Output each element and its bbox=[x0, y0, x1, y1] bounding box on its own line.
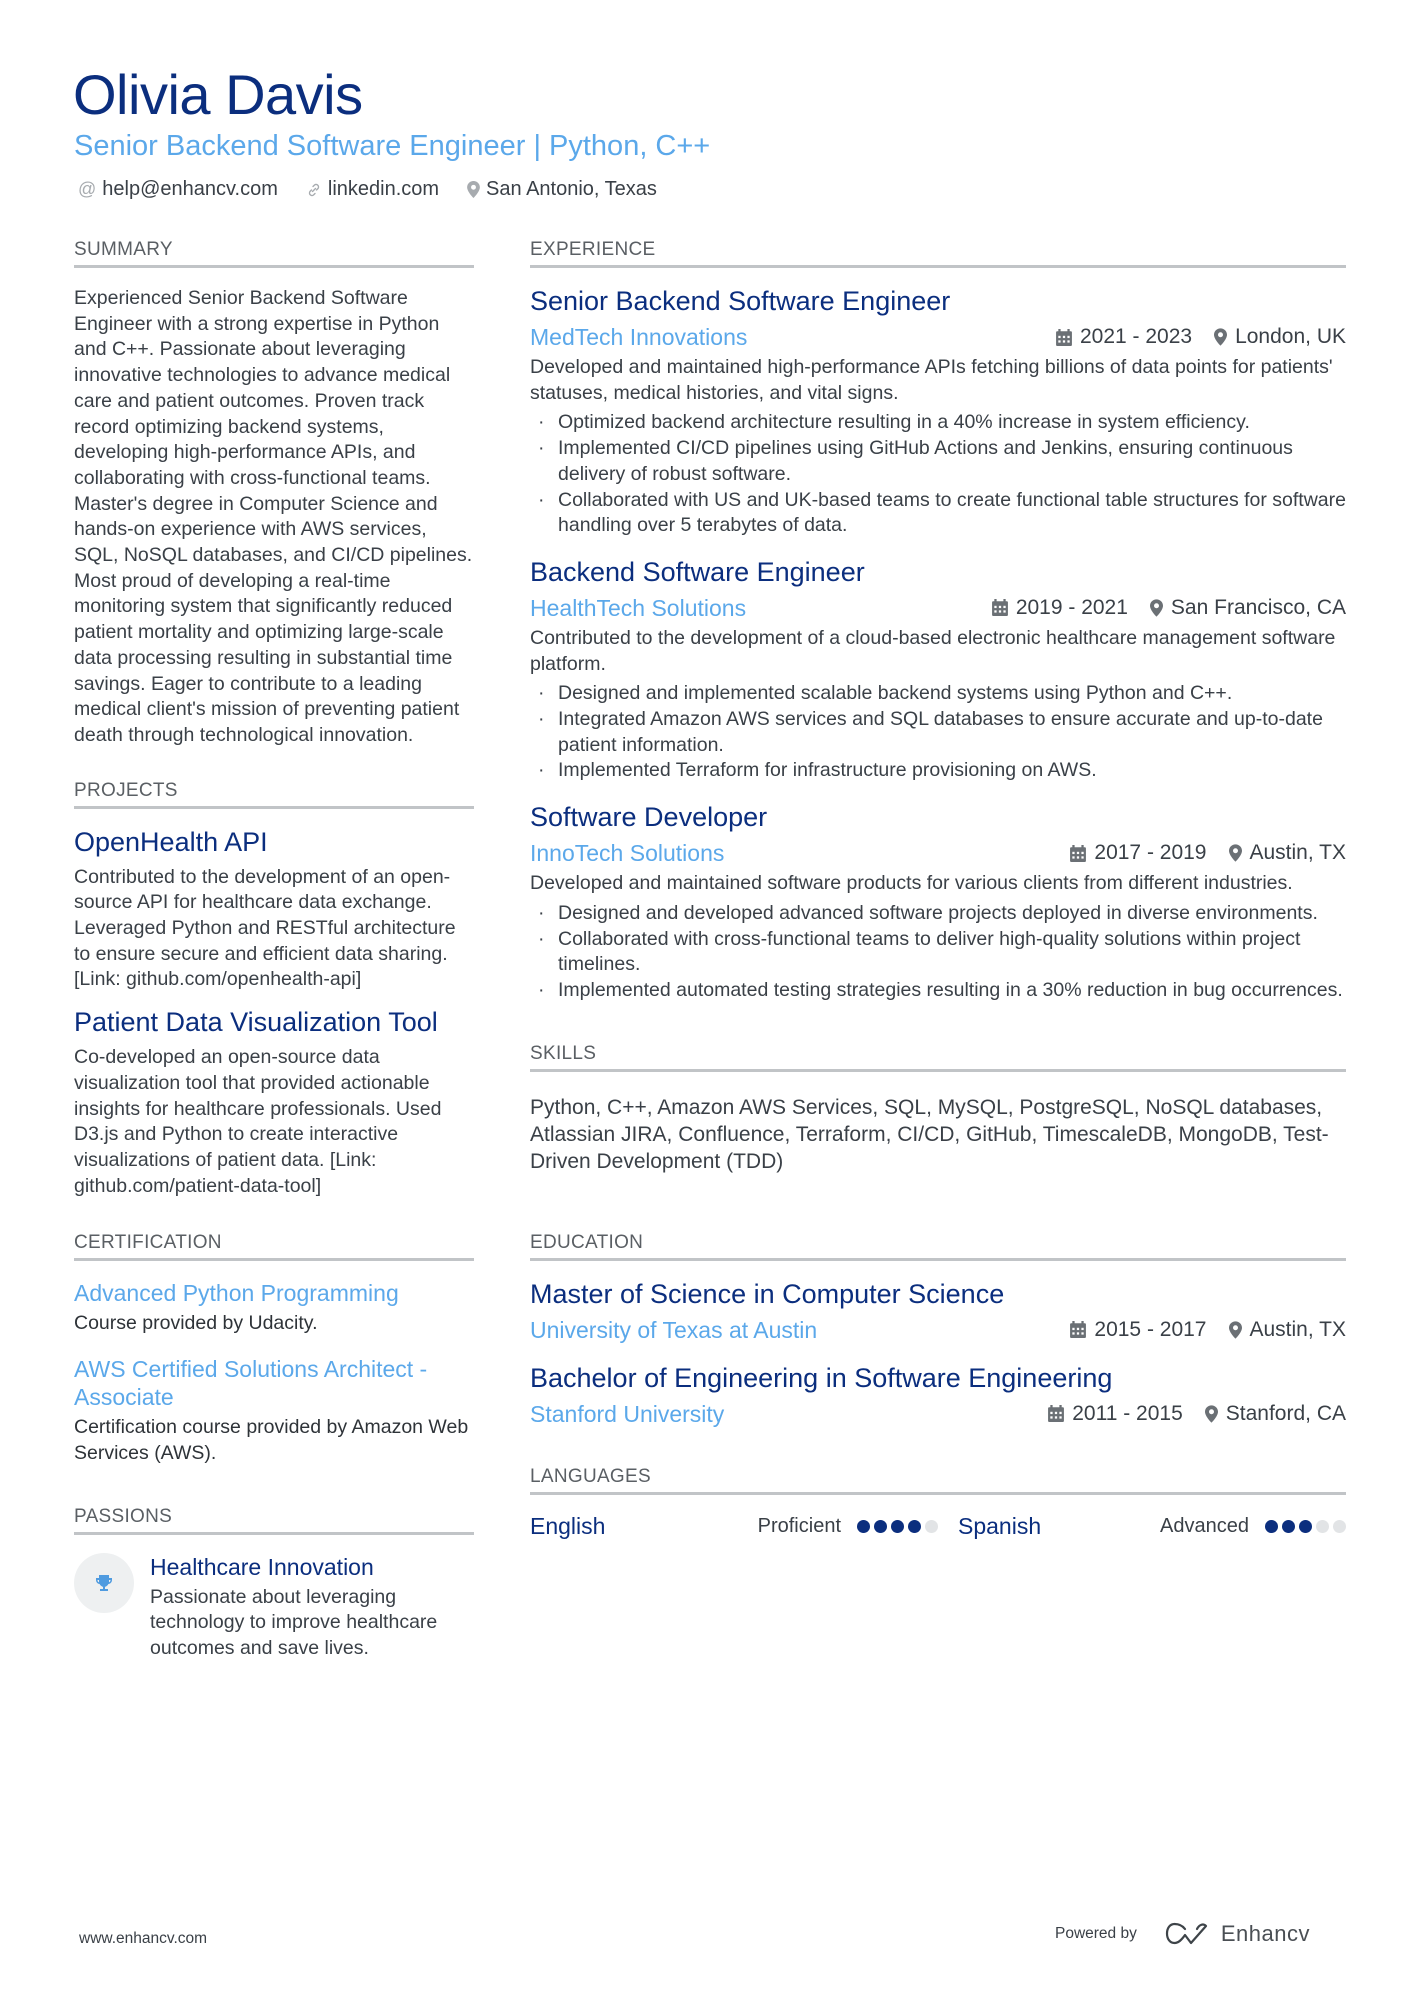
right-column bbox=[530, 238, 1346, 1540]
school-name: Stanford University bbox=[530, 1400, 725, 1427]
contact-email-text: help@enhancv.com bbox=[102, 178, 278, 200]
dot-filled bbox=[1299, 1520, 1312, 1533]
at-icon: @ bbox=[78, 179, 97, 199]
language-name: Spanish bbox=[958, 1512, 1042, 1539]
company-name: MedTech Innovations bbox=[530, 324, 748, 350]
enhancv-brand-text: Enhancv bbox=[1220, 1921, 1310, 1946]
dot-filled bbox=[874, 1520, 887, 1533]
contact-bar bbox=[78, 178, 657, 201]
job-location: Austin, TX bbox=[1249, 841, 1346, 865]
language-level: Proficient bbox=[757, 1514, 841, 1537]
company-name: HealthTech Solutions bbox=[530, 594, 747, 621]
job-title: Senior Backend Software Engineer bbox=[530, 286, 951, 316]
section-divider bbox=[74, 265, 474, 268]
certification-title: Advanced Python Programming bbox=[74, 1280, 399, 1307]
education-dates: 2011 - 2015 bbox=[1072, 1401, 1183, 1425]
section-heading: PROJECTS bbox=[74, 779, 178, 801]
skills-section bbox=[530, 1042, 1346, 1175]
section-divider bbox=[74, 806, 474, 809]
experience-item bbox=[530, 800, 1346, 1004]
job-dates: 2019 - 2021 bbox=[1015, 595, 1128, 619]
job-bullets bbox=[530, 410, 1346, 539]
job-meta bbox=[530, 322, 1346, 352]
passion-title: Healthcare Innovation bbox=[150, 1553, 374, 1580]
project-description: Contributed to the development of an open-source API for healthcare data exchange. Leveraged Python and RESTful architecture to ensure secure and efficient data sharing. [Link: github.com/openhealth-api] bbox=[74, 865, 456, 991]
summary-text: Experienced Senior Backend Software Engineer with a strong expertise in Python and C++. Passionate about leveraging innovative technologies to advance medical care and patient outcomes. Proven track record optimizing backend systems, developing high-performance APIs, and collaborating with cross-functional teams. Master's degree in Computer Science and hands-on experience with AWS services, SQL, NoSQL databases, and CI/CD pipelines. Most proud of developing a real-time monitoring system that significantly reduced patient mortality and optimizing large-scale data processing resulting in substantial time savings. Eager to contribute to a leading medical client's mission of preventing patient death through technological innovation. bbox=[74, 287, 473, 746]
project-item bbox=[74, 1005, 474, 1199]
job-bullets bbox=[530, 901, 1346, 1004]
company-name: InnoTech Solutions bbox=[530, 840, 725, 867]
job-location: San Francisco, CA bbox=[1170, 595, 1346, 619]
degree-title: Bachelor of Engineering in Software Engineering bbox=[530, 1362, 1113, 1393]
candidate-title: Senior Backend Software Engineer | Python, C++ bbox=[74, 130, 711, 162]
calendar-icon bbox=[1056, 329, 1072, 346]
section-divider bbox=[530, 1492, 1346, 1495]
project-title: Patient Data Visualization Tool bbox=[74, 1007, 438, 1038]
passions-section bbox=[74, 1505, 474, 1662]
location-pin-icon bbox=[467, 181, 480, 198]
project-item bbox=[74, 825, 474, 994]
bullet-item: · Optimized backend architecture resulting in a 40% increase in system efficiency. bbox=[530, 410, 1346, 436]
education-meta bbox=[530, 1399, 1346, 1429]
bullet-item: · Designed and developed advanced software projects deployed in diverse environments. bbox=[530, 901, 1346, 927]
bullet-item: · Implemented automated testing strategies resulting in a 30% reduction in bug occurrences. bbox=[530, 978, 1346, 1004]
contact-linkedin-text: linkedin.com bbox=[327, 178, 440, 200]
certification-description: Certification course provided by Amazon Web Services (AWS). bbox=[74, 1416, 469, 1464]
section-divider bbox=[74, 1258, 474, 1261]
proficiency-dots bbox=[1265, 1520, 1346, 1533]
dot-filled bbox=[857, 1520, 870, 1533]
language-item bbox=[958, 1513, 1346, 1540]
link-icon bbox=[306, 182, 322, 198]
job-title: Backend Software Engineer bbox=[530, 556, 865, 587]
job-title: Software Developer bbox=[530, 802, 768, 833]
job-description: Developed and maintained software products for various clients from different industries. bbox=[530, 872, 1293, 895]
bullet-item: · Implemented CI/CD pipelines using GitHub Actions and Jenkins, ensuring continuous delivery of robust software. bbox=[530, 436, 1346, 487]
education-location: Stanford, CA bbox=[1225, 1401, 1346, 1425]
trophy-icon bbox=[74, 1553, 134, 1613]
degree-title: Master of Science in Computer Science bbox=[530, 1278, 1005, 1309]
powered-by-label: Powered by bbox=[1055, 1925, 1137, 1942]
left-column bbox=[74, 238, 474, 1662]
proficiency-dots bbox=[857, 1520, 938, 1533]
contact-email[interactable] bbox=[78, 178, 278, 201]
certification-item bbox=[74, 1279, 474, 1337]
job-description: Developed and maintained high-performance APIs fetching billions of data points for patients' statuses, medical histories, and vital signs. bbox=[530, 356, 1333, 404]
footer-website[interactable]: www.enhancv.com bbox=[79, 1930, 208, 1947]
skills-text: Python, C++, Amazon AWS Services, SQL, MySQL, PostgreSQL, NoSQL databases, Atlassian JIRA, Confluence, Terraform, CI/CD, GitHub, TimescaleDB, MongoDB, Test-Driven Development (TDD) bbox=[530, 1095, 1329, 1173]
education-location: Austin, TX bbox=[1249, 1317, 1346, 1341]
calendar-icon bbox=[1070, 1321, 1086, 1338]
calendar-icon bbox=[1048, 1405, 1064, 1422]
job-meta bbox=[530, 838, 1346, 868]
language-item bbox=[530, 1513, 938, 1540]
certification-title: AWS Certified Solutions Architect - Associate bbox=[74, 1356, 428, 1411]
education-item bbox=[530, 1277, 1346, 1345]
bullet-item: · Implemented Terraform for infrastructure provisioning on AWS. bbox=[530, 758, 1346, 784]
section-heading: EDUCATION bbox=[530, 1231, 644, 1253]
certification-section bbox=[74, 1231, 474, 1466]
job-location: London, UK bbox=[1235, 325, 1346, 348]
language-name: English bbox=[530, 1512, 606, 1539]
experience-item bbox=[530, 555, 1346, 784]
location-pin-icon bbox=[1150, 599, 1163, 617]
enhancv-logo-icon bbox=[1165, 1922, 1211, 1946]
job-dates: 2021 - 2023 bbox=[1079, 325, 1193, 348]
passion-item bbox=[74, 1553, 474, 1662]
dot-empty bbox=[1333, 1520, 1346, 1533]
candidate-name: Olivia Davis bbox=[73, 63, 363, 126]
job-description: Contributed to the development of a cloud-based electronic healthcare management software platform. bbox=[530, 626, 1336, 675]
location-pin-icon bbox=[1229, 1321, 1242, 1339]
contact-location-text: San Antonio, Texas bbox=[486, 178, 657, 200]
section-divider bbox=[530, 1069, 1346, 1072]
contact-linkedin[interactable] bbox=[306, 178, 439, 201]
languages-section bbox=[530, 1465, 1346, 1540]
bullet-item: · Designed and implemented scalable backend systems using Python and C++. bbox=[530, 681, 1346, 707]
bullet-item: · Integrated Amazon AWS services and SQL databases to ensure accurate and up-to-date patient information. bbox=[530, 707, 1346, 758]
job-dates: 2017 - 2019 bbox=[1094, 841, 1207, 865]
education-section bbox=[530, 1231, 1346, 1429]
location-pin-icon bbox=[1229, 844, 1242, 862]
calendar-icon bbox=[1070, 845, 1086, 862]
location-pin-icon bbox=[1205, 1405, 1218, 1423]
dot-filled bbox=[891, 1520, 904, 1533]
dot-empty bbox=[925, 1520, 938, 1533]
project-title: OpenHealth API bbox=[74, 826, 268, 857]
language-level: Advanced bbox=[1160, 1514, 1249, 1537]
section-heading: PASSIONS bbox=[74, 1505, 173, 1527]
section-heading: SKILLS bbox=[530, 1042, 597, 1064]
experience-item bbox=[530, 284, 1346, 539]
dot-filled bbox=[908, 1520, 921, 1533]
section-heading: EXPERIENCE bbox=[530, 239, 656, 260]
education-meta bbox=[530, 1315, 1346, 1345]
dot-empty bbox=[1316, 1520, 1329, 1533]
dot-filled bbox=[1265, 1520, 1278, 1533]
calendar-icon bbox=[992, 599, 1008, 616]
section-heading: LANGUAGES bbox=[530, 1465, 651, 1487]
passion-body bbox=[150, 1553, 474, 1662]
section-heading: SUMMARY bbox=[74, 239, 173, 260]
footer-branding bbox=[1055, 1921, 1310, 1947]
project-description: Co-developed an open-source data visualization tool that provided actionable insights for healthcare professionals. Used D3.js and Python to create interactive visualizations of patient data. [Link: github.com/patient-data-tool] bbox=[74, 1046, 442, 1197]
passion-description: Passionate about leveraging technology to improve healthcare outcomes and save lives. bbox=[150, 1585, 438, 1659]
location-pin-icon bbox=[1214, 328, 1227, 346]
job-meta bbox=[530, 593, 1346, 623]
certification-description: Course provided by Udacity. bbox=[74, 1312, 318, 1335]
section-heading: CERTIFICATION bbox=[74, 1232, 222, 1254]
bullet-item: · Collaborated with cross-functional teams to deliver high-quality solutions within project timelines. bbox=[530, 927, 1346, 978]
certification-item bbox=[74, 1355, 474, 1466]
section-divider bbox=[530, 265, 1346, 268]
experience-section bbox=[530, 238, 1346, 1004]
contact-location bbox=[467, 178, 657, 201]
enhancv-logo[interactable] bbox=[1165, 1921, 1310, 1947]
section-divider bbox=[74, 1532, 474, 1535]
education-dates: 2015 - 2017 bbox=[1094, 1317, 1207, 1341]
education-item bbox=[530, 1361, 1346, 1429]
dot-filled bbox=[1282, 1520, 1295, 1533]
projects-section bbox=[74, 779, 474, 1200]
bullet-item: · Collaborated with US and UK-based teams to create functional table structures for software handling over 5 terabytes of data. bbox=[530, 488, 1346, 539]
school-name: University of Texas at Austin bbox=[530, 1316, 818, 1343]
job-bullets bbox=[530, 681, 1346, 784]
summary-section bbox=[74, 238, 474, 749]
section-divider bbox=[530, 1258, 1346, 1261]
languages-row bbox=[530, 1513, 1346, 1540]
